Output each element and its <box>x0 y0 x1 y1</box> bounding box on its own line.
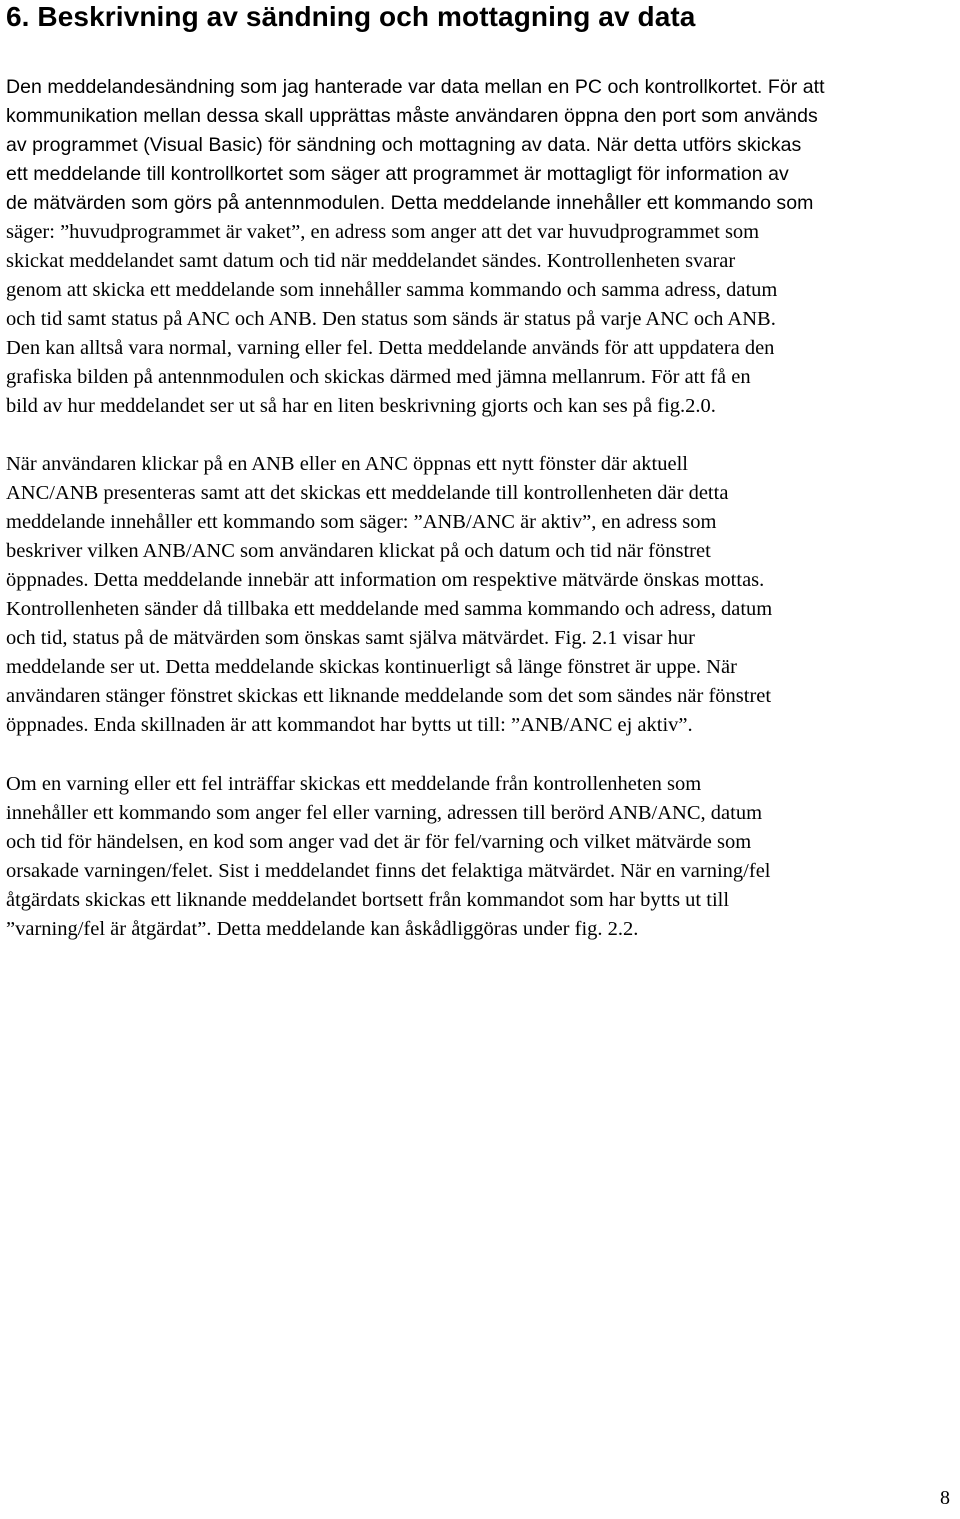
page-number: 8 <box>940 1487 950 1509</box>
paragraph-line: meddelande innehåller ett kommando som säger: ”ANB/ANC är aktiv”, en adress som <box>6 511 717 533</box>
paragraph-1 <box>6 73 825 421</box>
paragraph-line: av programmet (Visual Basic) för sändning och mottagning av data. När detta utförs skickas <box>6 134 802 156</box>
paragraph-line: orsakade varningen/felet. Sist i meddelandet finns det felaktiga mätvärdet. När en varning/fel <box>6 860 771 882</box>
paragraph-2 <box>6 450 772 740</box>
paragraph-line: användaren stänger fönstret skickas ett liknande meddelande som det som sändes när fönstret <box>6 685 772 707</box>
paragraph-line: Om en varning eller ett fel inträffar skickas ett meddelande från kontrollenheten som <box>6 773 702 795</box>
paragraph-3 <box>6 770 771 944</box>
paragraph-line: säger: ”huvudprogrammet är vaket”, en adress som anger att det var huvudprogrammet som <box>6 221 760 243</box>
paragraph-line: kommunikation mellan dessa skall upprättas måste användaren öppna den port som används <box>6 105 818 127</box>
paragraph-line: öppnades. Detta meddelande innebär att information om respektive mätvärde önskas mottas. <box>6 569 765 591</box>
paragraph-line: meddelande ser ut. Detta meddelande skickas kontinuerligt så länge fönstret är uppe. När <box>6 656 737 678</box>
paragraph-line: Den kan alltså vara normal, varning eller fel. Detta meddelande används för att uppdatera den <box>6 337 775 359</box>
paragraph-line: de mätvärden som görs på antennmodulen. Detta meddelande innehåller ett kommando som <box>6 192 814 214</box>
paragraph-line: Kontrollenheten sänder då tillbaka ett meddelande med samma kommando och adress, datum <box>6 598 773 620</box>
paragraph-line: bild av hur meddelandet ser ut så har en liten beskrivning gjorts och kan ses på fig.2.0. <box>6 395 716 417</box>
paragraph-line: och tid samt status på ANC och ANB. Den status som sänds är status på varje ANC och ANB. <box>6 308 776 330</box>
paragraph-line: Den meddelandesändning som jag hanterade var data mellan en PC och kontrollkortet. För att <box>6 76 825 98</box>
paragraph-line: och tid, status på de mätvärden som önskas samt själva mätvärdet. Fig. 2.1 visar hur <box>6 627 695 649</box>
paragraph-line: och tid för händelsen, en kod som anger vad det är för fel/varning och vilket mätvärde som <box>6 831 752 853</box>
paragraph-line: genom att skicka ett meddelande som innehåller samma kommando och samma adress, datum <box>6 279 778 301</box>
paragraph-line: När användaren klickar på en ANB eller en ANC öppnas ett nytt fönster där aktuell <box>6 453 688 475</box>
paragraph-line: åtgärdats skickas ett liknande meddelandet bortsett från kommandot som har bytts ut till <box>6 889 730 911</box>
paragraph-line: grafiska bilden på antennmodulen och skickas därmed med jämna mellanrum. För att få en <box>6 366 751 388</box>
paragraph-line: ett meddelande till kontrollkortet som säger att programmet är mottagligt för information av <box>6 163 789 185</box>
section-heading: 6. Beskrivning av sändning och mottagning av data <box>6 1 696 32</box>
paragraph-line: skickat meddelandet samt datum och tid när meddelandet sändes. Kontrollenheten svarar <box>6 250 736 272</box>
paragraph-line: öppnades. Enda skillnaden är att kommandot har bytts ut till: ”ANB/ANC ej aktiv”. <box>6 714 693 736</box>
paragraph-line: ”varning/fel är åtgärdat”. Detta meddelande kan åskådliggöras under fig. 2.2. <box>6 918 639 940</box>
paragraph-line: innehåller ett kommando som anger fel eller varning, adressen till berörd ANB/ANC, datum <box>6 802 763 824</box>
paragraph-line: beskriver vilken ANB/ANC som användaren klickat på och datum och tid när fönstret <box>6 540 711 562</box>
paragraph-line: ANC/ANB presenteras samt att det skickas ett meddelande till kontrollenheten där detta <box>6 482 729 504</box>
